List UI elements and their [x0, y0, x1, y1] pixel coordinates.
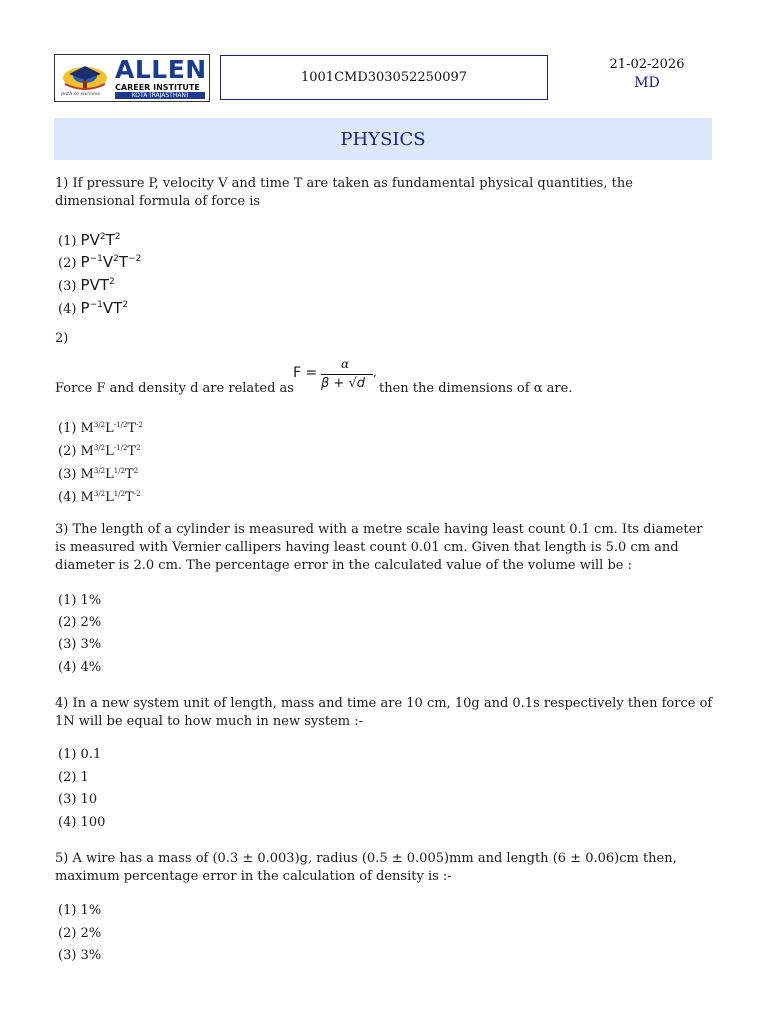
question-2-text-after: [379, 380, 709, 398]
question-1: [55, 175, 715, 211]
option-label: (1): [58, 234, 81, 249]
q3-option-1: (1) 1%: [58, 593, 102, 608]
test-code-box: [220, 55, 548, 100]
option-label: (1): [58, 421, 81, 436]
option-label: (2): [58, 256, 81, 271]
option-label: (3): [58, 467, 81, 482]
q4-option-3: (3) 10: [58, 792, 98, 807]
header-meta: [582, 56, 712, 92]
logo-brand: ALLEN: [115, 55, 207, 84]
test-date: 21-02-2026: [609, 57, 685, 72]
question-number: 2): [55, 331, 69, 346]
q5-option-1: (1) 1%: [58, 903, 102, 918]
q3-option-3: (3) 3%: [58, 637, 102, 652]
question-text-before: Force F and density d are related as: [55, 381, 294, 396]
question-number: 3): [55, 522, 69, 537]
q2-option-1: [58, 416, 143, 438]
option-expression: PVT$^2$: [80, 276, 115, 294]
q1-option-3: [58, 273, 115, 296]
q2-option-4: [58, 485, 141, 507]
page-header: [54, 54, 712, 106]
question-text: If pressure P, velocity V and time T are taken as fundamental physical quantities, the dimensional formula of force is: [55, 176, 633, 209]
q4-option-1: (1) 0.1: [58, 747, 102, 762]
q1-option-1: [58, 228, 121, 251]
logo-text: [113, 57, 207, 99]
option-expression: $M^{3/2}L^{-1/2}T^2$: [80, 444, 141, 459]
q4-option-2: (2) 1: [58, 770, 89, 785]
section-title: PHYSICS: [340, 128, 426, 150]
option-label: (4): [58, 490, 81, 505]
section-banner: [54, 118, 712, 160]
question-5: [55, 850, 715, 886]
formula-numerator: α: [341, 357, 350, 371]
q4-option-4: (4) 100: [58, 815, 106, 830]
question-text-after: then the dimensions of α are.: [379, 381, 573, 396]
fraction-bar: [321, 374, 373, 375]
question-4: [55, 695, 715, 731]
q1-option-4: [58, 296, 128, 319]
question-text: The length of a cylinder is measured with a metre scale having least count 0.1 cm. Its diameter is measured with Vernier callipers having least count 0.01 cm. Given that length is 5.0 cm and diameter is 2.0 cm. The percentage error in the calculated value of the volume will be :: [55, 522, 703, 573]
test-code: 1001CMD303052250097: [300, 70, 468, 85]
question-3: [55, 521, 715, 575]
q2-option-2: [58, 439, 141, 461]
question-text: A wire has a mass of (0.3 ± 0.003)g, radius (0.5 ± 0.005)mm and length (6 ± 0.06)cm then, maximum percentage error in the calculation of density is :-: [55, 851, 677, 884]
option-expression: $P^{-1}VT^2$: [80, 299, 129, 317]
q3-option-2: (2) 2%: [58, 615, 102, 630]
option-expression: $M^{3/2}L^{-1/2}T^{-2}$: [80, 421, 143, 436]
option-label: (3): [58, 279, 81, 294]
option-expression: $M^{3/2}L^{1/2}T^{-2}$: [80, 490, 141, 505]
option-expression: $M^{3/2}L^{1/2}T^2$: [80, 467, 139, 482]
option-label: (2): [58, 444, 81, 459]
q5-option-3: (3) 3%: [58, 948, 102, 963]
logo-subtitle: CAREER INSTITUTE: [115, 83, 200, 92]
allen-logo: [54, 54, 210, 102]
option-expression: $P^{-1}V^2T^{-2}$: [80, 253, 142, 271]
logo-tagline: path to success: [61, 91, 101, 97]
option-label: (4): [58, 302, 81, 317]
q2-option-3: [58, 462, 138, 484]
question-2: [55, 330, 715, 348]
formula: F = α β + √d ,: [293, 357, 377, 391]
q1-option-2: [58, 250, 141, 273]
option-expression: $PV^2T^2$: [80, 231, 121, 249]
question-number: 4): [55, 696, 69, 711]
question-text: In a new system unit of length, mass and time are 10 cm, 10g and 0.1s respectively then force of 1N will be equal to how much in new system :-: [55, 696, 713, 729]
stream-tag: MD: [634, 75, 660, 91]
formula-denominator: β + √d: [321, 376, 365, 391]
q5-option-2: (2) 2%: [58, 926, 102, 941]
question-number: 5): [55, 851, 69, 866]
formula-lhs: F =: [293, 365, 318, 381]
q3-option-4: (4) 4%: [58, 660, 102, 675]
logo-location: KOTA (RAJASTHAN): [115, 92, 205, 99]
question-number: 1): [55, 176, 69, 191]
